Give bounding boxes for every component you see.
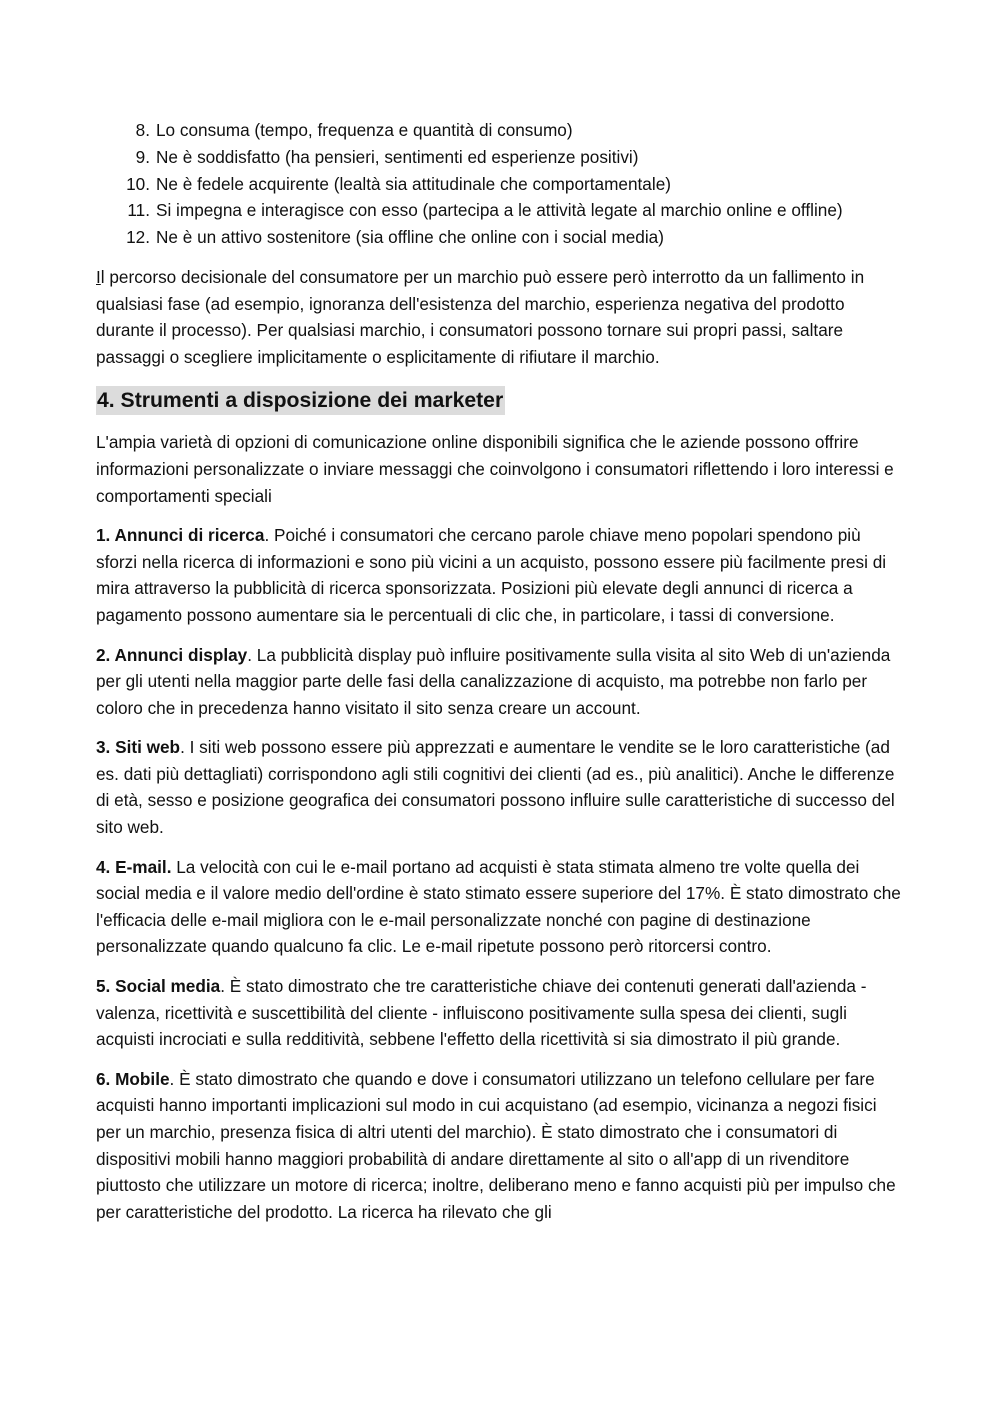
tool-item-title: 1. Annunci di ricerca xyxy=(96,525,265,546)
paragraph-text: l percorso decisionale del consumatore per un marchio può essere però interrotto da un fallimento in qualsiasi fase (ad esempio, ignoranza dell'esistenza del marchio, esperienza negativa del prodotto durante il processo). Per qualsiasi marchio, i consumatori possono tornare sui propri passi, saltare passaggi o scegliere implicitamente o esplicitamente di rifiutare il marchio. xyxy=(96,266,865,367)
list-item-text: Ne è soddisfatto (ha pensieri, sentimenti ed esperienze positivi) xyxy=(156,146,639,167)
tool-item-title: 6. Mobile xyxy=(96,1068,170,1089)
list-item-text: Si impegna e interagisce con esso (partecipa a le attività legate al marchio online e offline) xyxy=(156,200,843,221)
intro-paragraph: L'ampia varietà di opzioni di comunicazione online disponibili significa che le aziende possono offrire informazioni personalizzate o inviare messaggi che coinvolgono i consumatori riflettendo i loro interessi e comportamenti speciali xyxy=(96,432,894,506)
tool-item-text: . È stato dimostrato che tre caratteristiche chiave dei contenuti generati dall'azienda - valenza, ricettività e suscettibilità del cliente - influiscono positivamente sulla spesa dei clienti, sugli acquisti incrociati e sulla redditività, sebbene l'effetto della ricettività si sia dimostrato il più grande. xyxy=(96,976,867,1050)
tool-item-text: La velocità con cui le e-mail portano ad acquisti è stata stimata almeno tre volte quella dei social media e il valore medio dell'ordine è stato stimato essere superiore del 17%. È stato dimostrato che l'efficacia delle e-mail migliora con le e-mail personalizzate nonché con pagine di destinazione personalizzate quando qualcuno fa clic. Le e-mail ripetute possono però ritorcersi contro. xyxy=(96,856,901,957)
list-item-text: Lo consuma (tempo, frequenza e quantità di consumo) xyxy=(156,120,573,140)
list-item-number: 12. xyxy=(126,227,150,248)
decision-path-paragraph xyxy=(96,264,904,370)
list-item xyxy=(96,117,904,144)
tool-item-text: . I siti web possono essere più apprezzati e aumentare le vendite se le loro caratteristiche (ad es. dati più dettagliati) corrispondono agli stili cognitivi dei clienti (ad es., più analitici). Anche le differenze di età, sesso e posizione geografica dei consumatori possono influire sulle caratteristiche di successo del sito web. xyxy=(96,737,895,838)
tool-item-websites xyxy=(96,734,904,840)
list-item xyxy=(96,224,904,251)
tool-item-text: . Poiché i consumatori che cercano parole chiave meno popolari spendono più sforzi nella ricerca di informazioni e sono più vicini a un acquisto, possono essere più facilmente presi di mira attraverso la pubblicità di ricerca sponsorizzata. Posizioni più elevate degli annunci di ricerca a pagamento possono aumentare sia le percentuali di clic che, in particolare, i tassi di conversione. xyxy=(96,525,887,625)
tool-item-title: 2. Annunci display xyxy=(96,644,248,665)
tool-item-email xyxy=(96,854,904,960)
list-item xyxy=(96,144,904,171)
list-item-text: Ne è un attivo sostenitore (sia offline che online con i social media) xyxy=(156,227,664,248)
list-item-number: 10. xyxy=(126,173,150,194)
tool-item-social-media xyxy=(96,973,904,1053)
tool-item-search-ads xyxy=(96,522,904,628)
tool-item-title: 5. Social media xyxy=(96,976,221,997)
tool-item-display-ads xyxy=(96,642,904,722)
tool-item-text: . È stato dimostrato che quando e dove i consumatori utilizzano un telefono cellulare per fare acquisti hanno importanti implicazioni sul modo in cui acquistano (ad esempio, vicinanza a negozi fisici per un marchio, presenza fisica di altri utenti del marchio). È stato dimostrato che i consumatori di dispositivi mobili hanno maggiori probabilità di andare direttamente al sito o all'app di un rivenditore piuttosto che utilizzare un motore di ricerca; inoltre, deliberano meno e fanno acquisti più per impulso che per caratteristiche del prodotto. La ricerca ha rilevato che gli xyxy=(96,1068,896,1222)
tool-item-mobile xyxy=(96,1066,904,1226)
list-item xyxy=(96,197,904,224)
tool-item-title: 4. E-mail. xyxy=(96,856,172,877)
list-item-number: 9. xyxy=(135,146,150,167)
section-heading: 4. Strumenti a disposizione dei marketer xyxy=(96,386,505,415)
tool-item-title: 3. Siti web xyxy=(96,737,181,758)
numbered-list xyxy=(96,117,904,251)
list-item-text: Ne è fedele acquirente (lealtà sia attitudinale che comportamentale) xyxy=(156,173,671,194)
tool-item-text: . La pubblicità display può influire positivamente sulla visita al sito Web di un'azienda per gli utenti nella maggior parte delle fasi della canalizzazione di acquisto, ma potrebbe non farlo per coloro che in precedenza hanno visitato il sito senza creare un account. xyxy=(96,644,891,718)
list-item xyxy=(96,171,904,198)
first-letter: I xyxy=(96,266,101,287)
list-item-number: 8. xyxy=(135,120,150,140)
list-item-number: 11. xyxy=(127,200,150,221)
